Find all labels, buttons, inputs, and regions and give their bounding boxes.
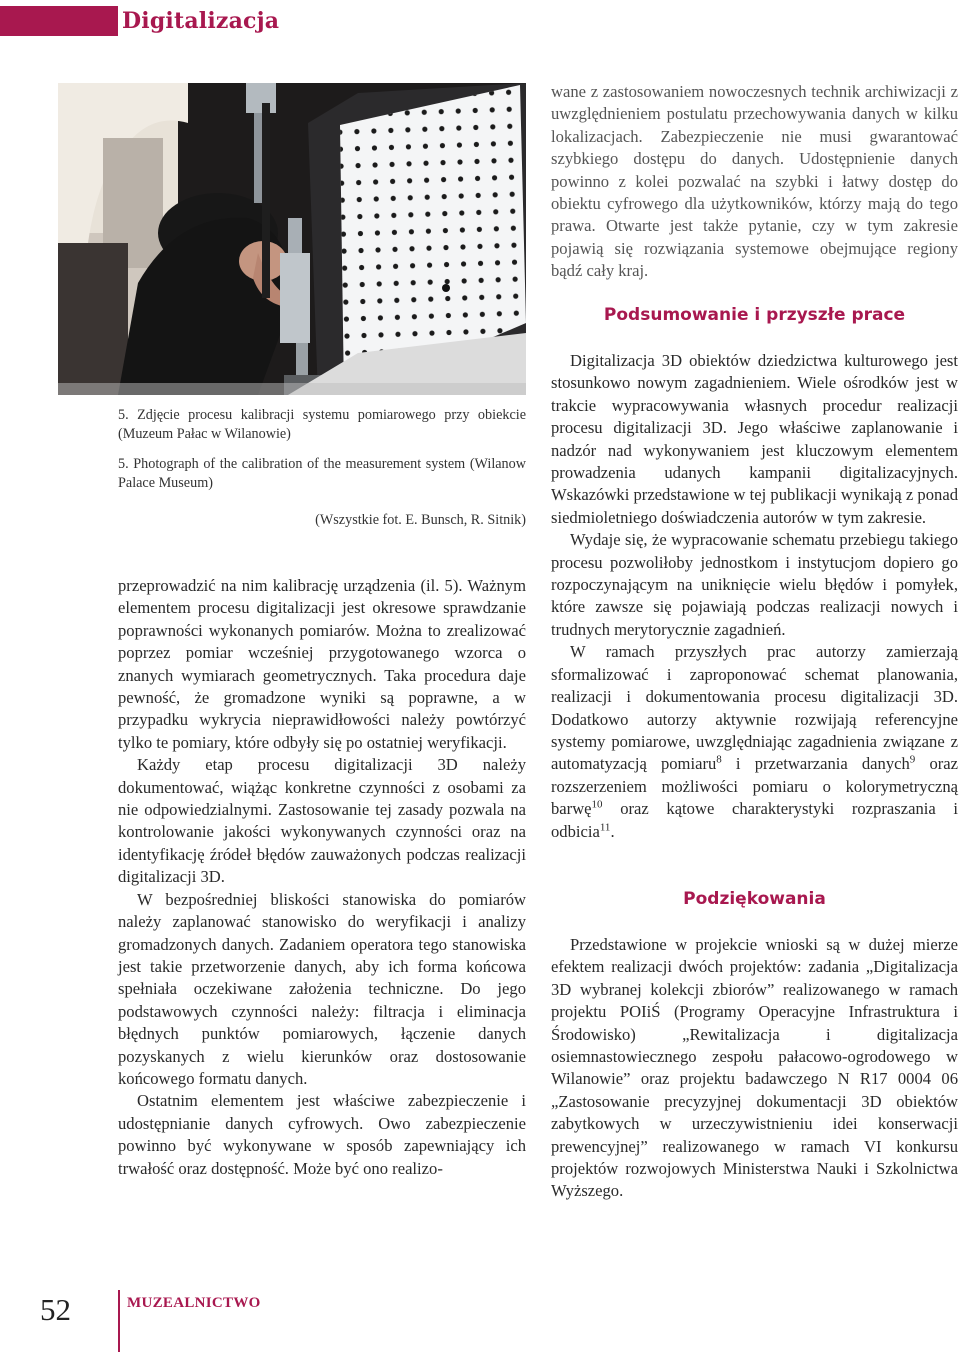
- footnote-ref-10: 10: [591, 798, 603, 811]
- footnote-ref-9: 9: [909, 753, 916, 766]
- summary-text-e: .: [610, 821, 615, 841]
- journal-name: MUZEALNICTWO: [127, 1295, 261, 1311]
- header-color-bar: [0, 6, 118, 36]
- summary-text-b: i przetwarzania danych: [721, 754, 910, 774]
- right-paragraph-continued: wane z zastosowaniem nowoczesnych technik archiwizacji z uwzględnieniem postulatu przechowywania danych w kilku lokalizacjach. Zabezpieczenie nie musi gwarantować szybkiego dostępu do danych. Udostępnienie danych powinno z kolei pozwalać na szybki i łatwy dostęp do obiektu cyfrowego dla użytkowników, którzy mają do tego prawa. Otwarte jest także pytanie, czy w tym zakresie pojawią się rozwiązania systemowe obejmujące regiony bądź cały kraj.: [551, 82, 958, 281]
- page-number: 52: [40, 1292, 71, 1327]
- figure-caption-polish: 5. Zdjęcie procesu kalibracji systemu pomiarowego przy obiekcie (Muzeum Pałac w Wilanowie): [118, 407, 526, 442]
- footnote-ref-8: 8: [716, 753, 722, 766]
- heading-acknowledgements: Podziękowania: [683, 889, 826, 909]
- right-column-summary: [551, 350, 958, 843]
- calibration-photo: [58, 83, 526, 395]
- calibration-photo-illustration: [58, 83, 526, 395]
- footnote-ref-11: 11: [599, 821, 611, 833]
- summary-paragraph-2: Wydaje się, że wypracowanie schematu przebiegu takiego procesu pozwoliłoby jednostkom i instytucjom dopiero go rozpoczynającym na uniknięcie wielu błędów i pomyłek, które zawsze się pojawiają podczas realizacji nowych i trudnych merytorycznie zagadnień.: [551, 530, 958, 639]
- summary-text-d: oraz kątowe charakterystyki rozpraszania i odbicia: [551, 799, 958, 841]
- left-paragraph-3: W bezpośredniej bliskości stanowiska do pomiarów należy zaplanować stanowisko do weryfikacji i analizy gromadzonych danych. Zadaniem operatora tego stanowiska jest takie przetworzenie danych, aby ich forma końcowa spełniała oczekiwane założenia techniczne. Do jego podstawowych czynności należy: filtracja i eliminacja błędnych punktów pomiarowych, łączenie danych pozyskanych z wielu kierunków oraz dostosowanie końcowego formatu danych.: [118, 889, 526, 1088]
- left-paragraph-1: przeprowadzić na nim kalibrację urządzenia (il. 5). Ważnym elementem procesu digitalizacji jest okresowe sprawdzanie poprawności wykonanych pomiarów. Można to zrealizować poprzez pomiar wcześniej przygotowanego wzorca o znanych wymiarach geometrycznych. Taka procedura daje pewność, że gromadzone wyniki są poprawne, a w przypadku wykrycia nieprawidłowości należy powtórzyć tylko te pomiary, które odbyły się po ostatniej weryfikacji.: [118, 576, 526, 752]
- summary-paragraph-3: [551, 641, 958, 843]
- left-paragraph-2: Każdy etap procesu digitalizacji 3D należy dokumentować, wiążąc konkretne czynności z osobami za nie odpowiedzialnymi. Zastosowanie tej zasady pozwala na kontrolowanie jakości wykonywanych czynności oraz na identyfikację źródeł błędów zauważonych podczas realizacji digitalizacji 3D.: [118, 755, 526, 887]
- left-column: [118, 575, 526, 1180]
- right-column-acknowledgements: [551, 934, 958, 1203]
- right-column-continuation: [551, 81, 958, 283]
- left-paragraph-4: Ostatnim elementem jest właściwe zabezpieczenie i udostępnianie danych cyfrowych. Owo zabezpieczenie powinno być wykonywane w sposób zapewniający ich trwałość oraz dostępność. Może być ono realizo-: [118, 1091, 526, 1178]
- photo-credit: (Wszystkie fot. E. Bunsch, R. Sitnik): [315, 512, 526, 528]
- acknowledgements-paragraph: Przedstawione w projekcie wnioski są w dużej mierze efektem realizacji dwóch projektów: zadania „Digitalizacja 3D wybranej kolekcji zbiorów” realizowanego w ramach projektu POIiŚ (Programy Operacyjne Infrastruktura i Środowisko) „Rewitalizacja i digitalizacja osiemnastowiecznego zespołu pałacowo-ogrodowego w Wilanowie” oraz projektu badawczego N R17 0004 06 „Zastosowanie precyzyjnej dokumentacji 3D obiektów zabytkowych w urzeczywistnieniu idei konserwacji prewencyjnej” realizowanego w ramach VI konkursu projektów rozwojowych Ministerstwa Nauki i Szkolnictwa Wyższego.: [551, 935, 958, 1201]
- summary-paragraph-1: Digitalizacja 3D obiektów dziedzictwa kulturowego jest stosunkowo nowym zagadnieniem. Wiele ośrodków jest w trakcie wypracowywania własnych procedur realizacji procesu digitalizacji 3D. Jego właściwe zaplanowanie i nadzór nad wykonywaniem jest kluczowym elementem prowadzenia udanych kampanii digitalizacyjnych. Wskazówki przedstawione w tej publikacji wynikają z ponad siedmioletniego doświadczenia autorów w tym zakresie.: [551, 351, 958, 527]
- section-title: Digitalizacja: [122, 8, 280, 34]
- summary-text-c: oraz rozszerzeniem możliwości pomiaru o kolorymetryczną barwę: [551, 754, 958, 819]
- figure-caption-english: 5. Photograph of the calibration of the measurement system (Wilanow Palace Museum): [118, 456, 526, 491]
- heading-summary: Podsumowanie i przyszłe prace: [603, 305, 906, 325]
- footer-divider: [118, 1290, 120, 1352]
- summary-text-a: W ramach przyszłych prac autorzy zamierzają sformalizować i zaproponować schemat planowania, realizacji i dokumentowania procesu digitalizacji 3D. Dodatkowo autorzy aktywnie rozwijają referencyjne systemy pomiarowe, uwzględniając zagadnienia związane z automatyzacją pomiaru: [551, 642, 958, 774]
